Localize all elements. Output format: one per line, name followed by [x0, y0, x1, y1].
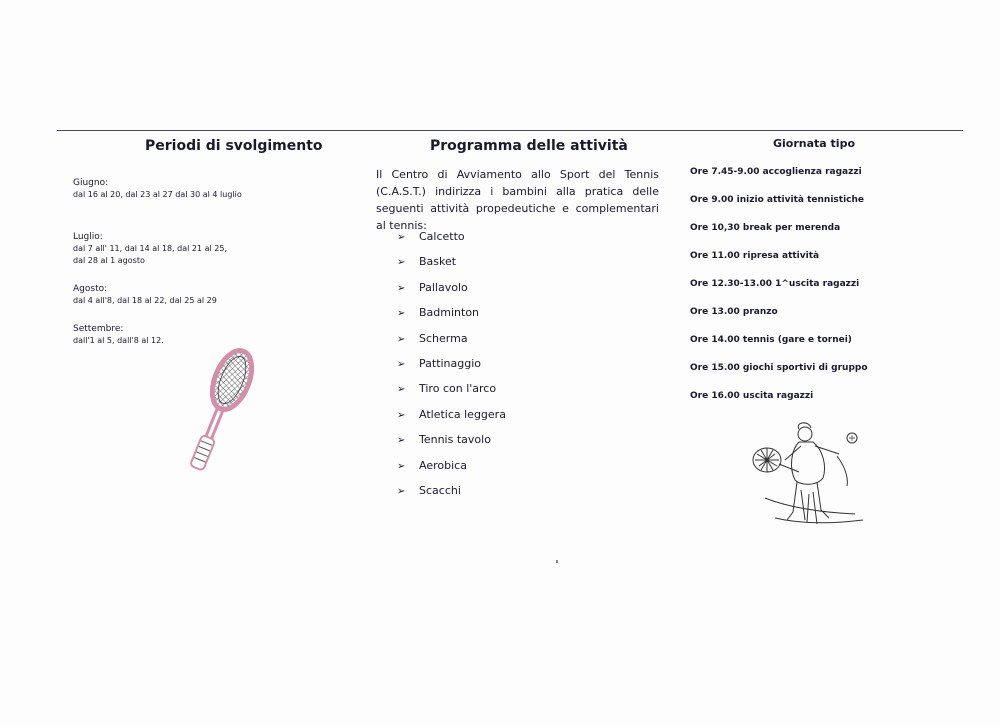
- period-dates: dal 16 al 20, dal 23 al 27 dal 30 al 4 luglio: [73, 190, 242, 199]
- schedule-item: Ore 12.30-13.00 1^uscita ragazzi: [690, 279, 860, 289]
- arrow-bullet-icon: ➢: [397, 435, 406, 447]
- period-dates: dal 7 all' 11, dal 14 al 18, dal 21 al 25,: [73, 244, 227, 253]
- list-item: [397, 330, 506, 355]
- period-name: Agosto:: [73, 284, 108, 294]
- schedule-item: Ore 15.00 giochi sportivi di gruppo: [690, 363, 868, 373]
- period-name: Settembre:: [73, 324, 124, 334]
- list-item: [397, 228, 506, 253]
- activity-label: Tiro con l'arco: [419, 382, 497, 396]
- activity-label: Pallavolo: [419, 280, 468, 294]
- activity-label: Badminton: [419, 306, 480, 320]
- activities-list: [397, 228, 506, 507]
- list-item: [397, 482, 506, 507]
- arrow-bullet-icon: ➢: [397, 308, 406, 320]
- activity-label: Tennis tavolo: [419, 433, 491, 447]
- list-item: [397, 253, 506, 278]
- schedule-item: Ore 14.00 tennis (gare e tornei): [690, 335, 852, 345]
- arrow-bullet-icon: ➢: [397, 460, 406, 472]
- activity-label: Scherma: [419, 331, 468, 345]
- arrow-bullet-icon: ➢: [397, 409, 406, 421]
- list-item: [397, 355, 506, 380]
- activity-label: Scacchi: [419, 483, 461, 497]
- schedule-item: Ore 10,30 break per merenda: [690, 223, 841, 233]
- arrow-bullet-icon: ➢: [397, 257, 406, 269]
- arrow-bullet-icon: ➢: [397, 232, 406, 243]
- period-dates: dall'1 al 5, dall'8 al 12.: [73, 336, 164, 345]
- periods-heading: Periodi di svolgimento: [145, 138, 323, 154]
- arrow-bullet-icon: ➢: [397, 485, 406, 497]
- period-name: Giugno:: [73, 178, 109, 188]
- schedule-item: Ore 7.45-9.00 accoglienza ragazzi: [690, 167, 862, 177]
- scan-speck: [556, 560, 558, 563]
- period-july: [73, 231, 227, 267]
- list-item: [397, 431, 506, 456]
- activity-label: Basket: [419, 255, 457, 269]
- activity-label: Aerobica: [419, 458, 467, 472]
- period-dates: dal 4 all'8, dal 18 al 22, dal 25 al 29: [73, 296, 217, 305]
- schedule-heading: Giornata tipo: [773, 137, 856, 150]
- list-item: [397, 380, 506, 405]
- list-item: [397, 304, 506, 329]
- arrow-bullet-icon: ➢: [397, 384, 406, 396]
- period-name: Luglio:: [73, 232, 103, 242]
- period-dates: dal 28 al 1 agosto: [73, 256, 145, 265]
- schedule-item: Ore 13.00 pranzo: [690, 307, 778, 317]
- activities-intro: Il Centro di Avviamento allo Sport del Tennis (C.A.S.T.) indirizza i bambini alla pratica delle seguenti attività propedeutiche e complementari al tennis:: [376, 168, 659, 232]
- activity-label: Pattinaggio: [419, 356, 482, 370]
- arrow-bullet-icon: ➢: [397, 333, 406, 345]
- schedule-item: Ore 16.00 uscita ragazzi: [690, 391, 814, 401]
- schedule-list: [690, 166, 868, 418]
- period-september: [73, 323, 164, 347]
- tennis-racket-icon: [170, 342, 270, 492]
- period-august: [73, 283, 217, 307]
- header-rule: [57, 130, 963, 131]
- schedule-item: Ore 11.00 ripresa attività: [690, 251, 820, 261]
- list-item: [397, 406, 506, 431]
- activity-label: Atletica leggera: [419, 407, 506, 421]
- activities-heading: Programma delle attività: [430, 138, 628, 154]
- child-tennis-player-icon: [745, 420, 875, 532]
- schedule-item: Ore 9.00 inizio attività tennistiche: [690, 195, 865, 205]
- list-item: [397, 457, 506, 482]
- activity-label: Calcetto: [419, 230, 465, 243]
- list-item: [397, 279, 506, 304]
- period-june: [73, 177, 242, 201]
- arrow-bullet-icon: ➢: [397, 282, 406, 294]
- arrow-bullet-icon: ➢: [397, 358, 406, 370]
